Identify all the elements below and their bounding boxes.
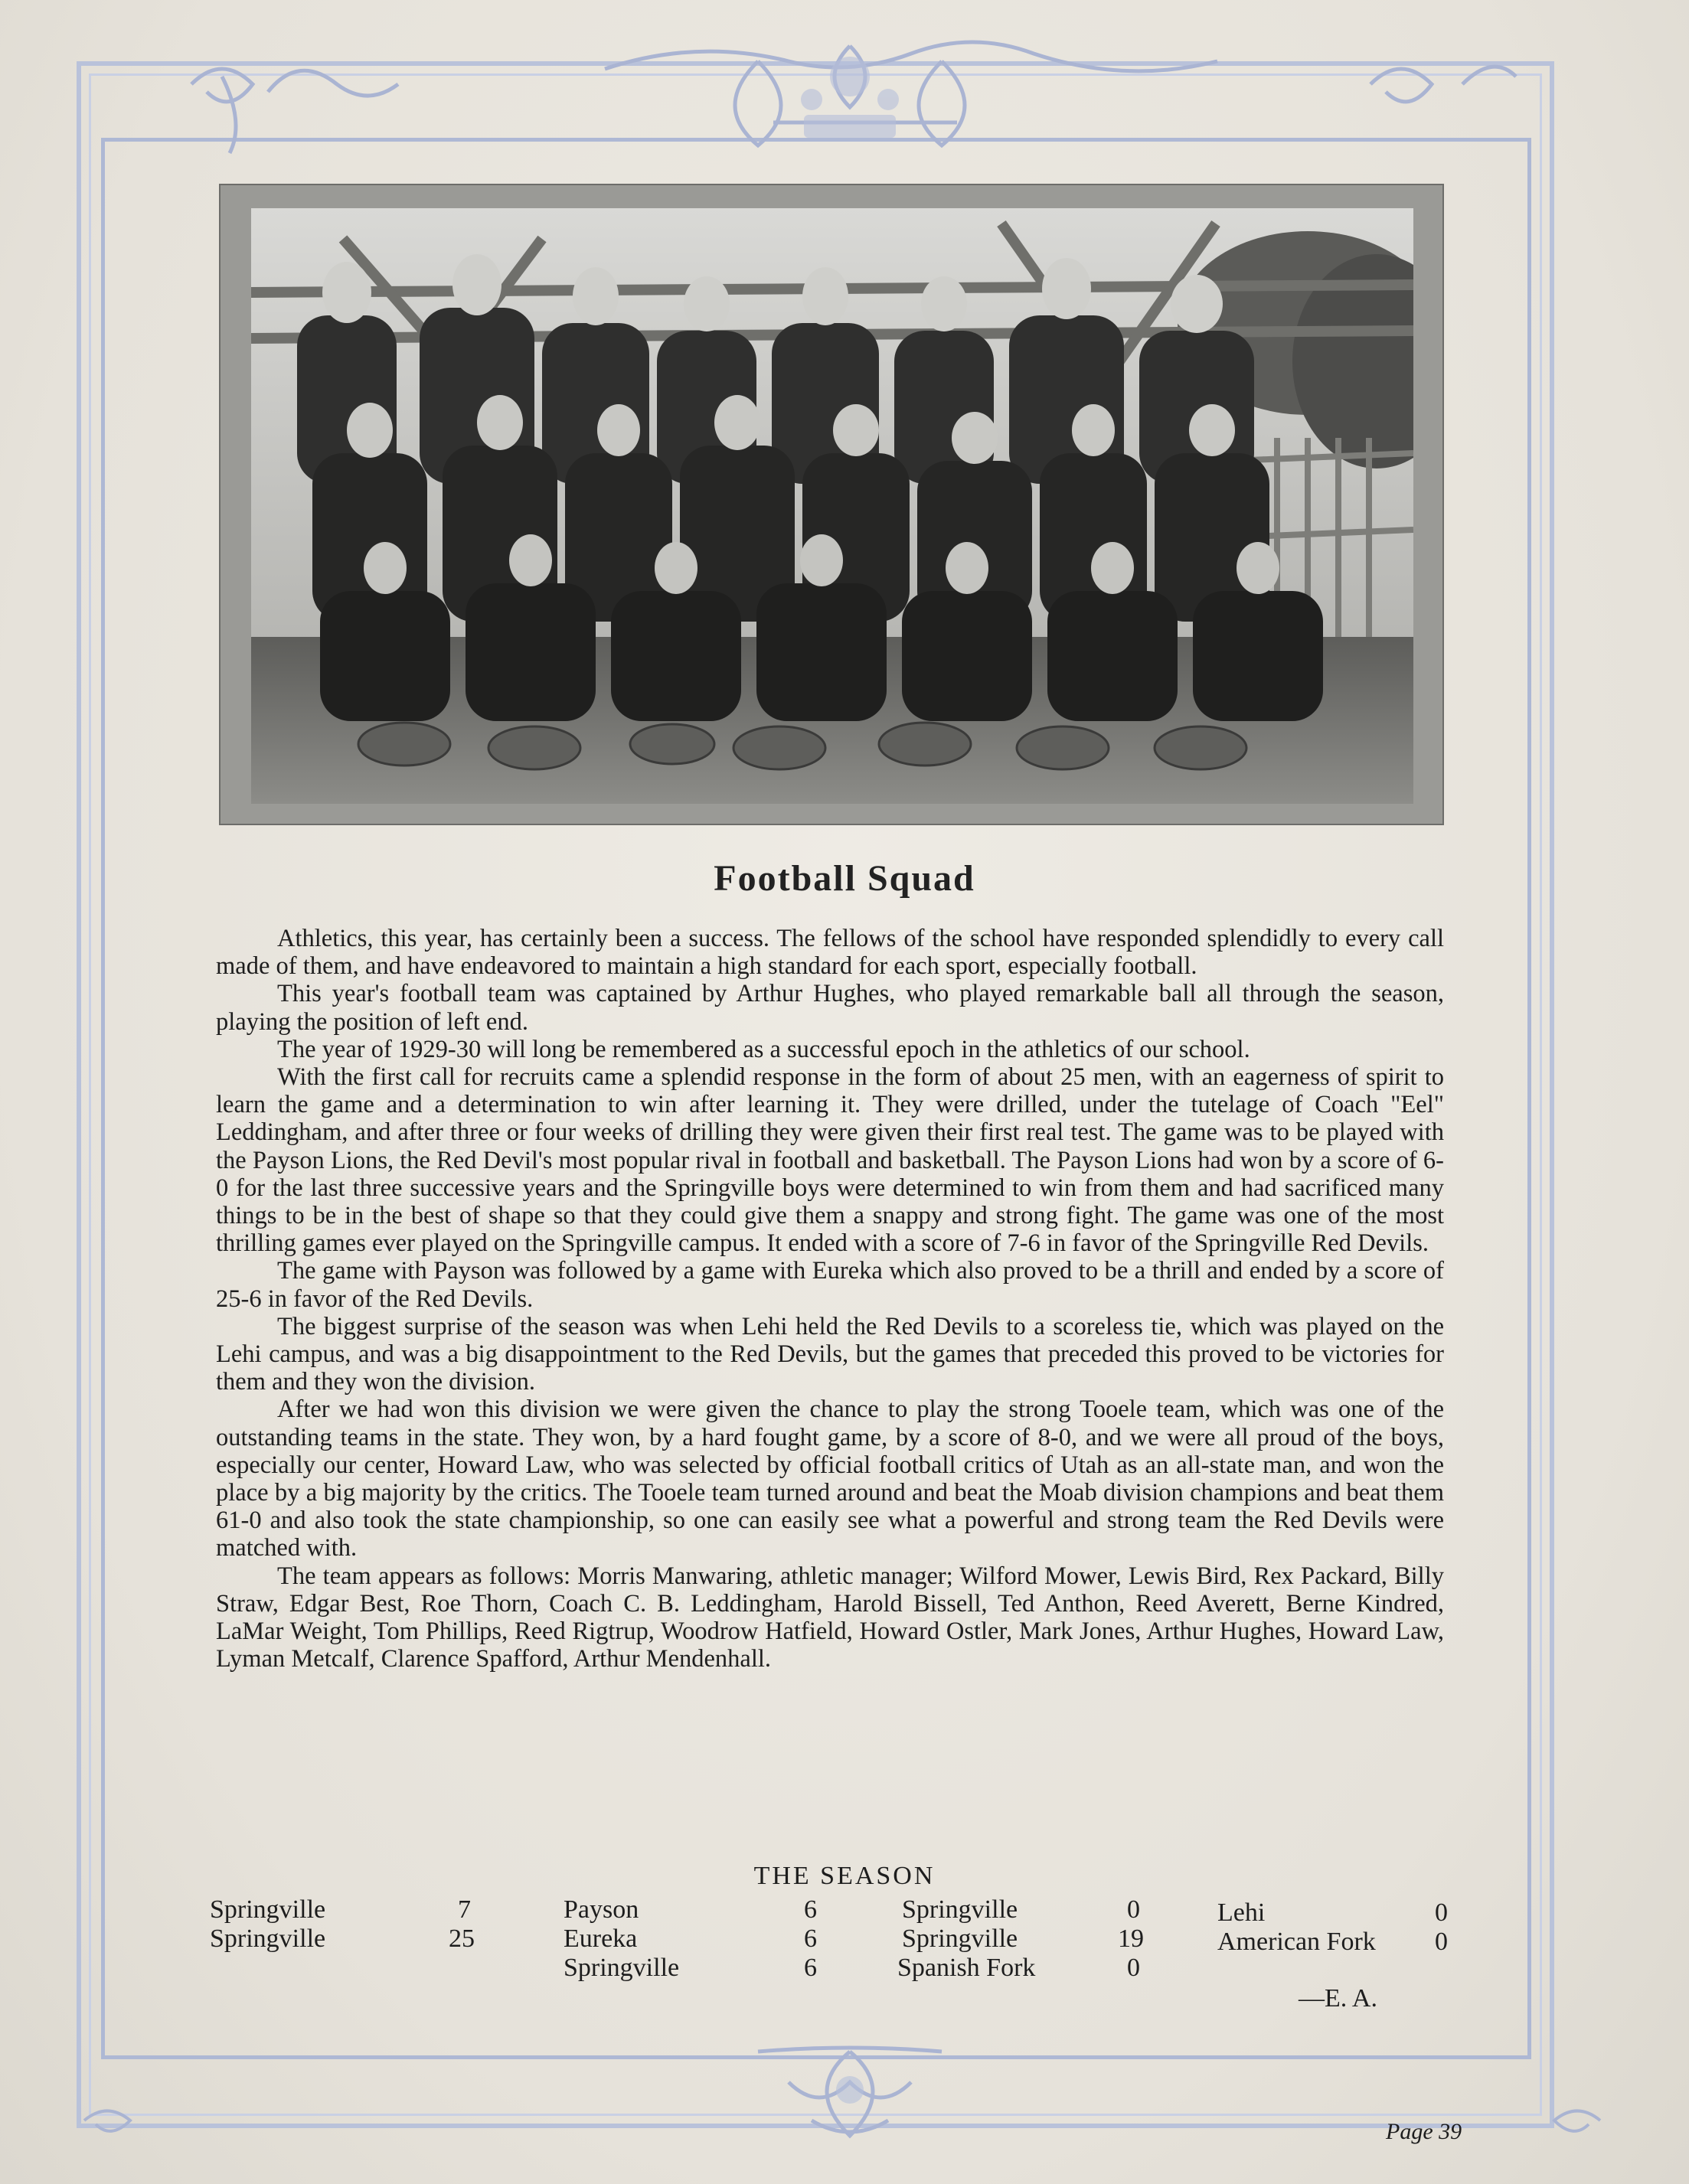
paragraph: With the first call for recruits came a splendid response in the form of about 25 men, with an eagerness of spirit to learn the game and a determination to win after learning it. They were drilled, under the tutelage of Coach "Eel" Leddingham, and after three or four weeks of drilling they were given their first real test. The game was to be played with the Payson Lions, the Red Devil's most popular rival in football and basketball. The Payson Lions had won by a score of 6-0 for the last three successive years and the Springville boys were determined to win from them and had sacrificed many things to be in the best of shape so that they could give them a snappy and strong fight. The game was one of the most thrilling games ever played on the Springville campus. It ended with a score of 7-6 in favor of the Springville Red Devils. <box>216 1063 1444 1258</box>
paragraph: The game with Payson was followed by a game with Eureka which also proved to be a thrill and ended by a score of 25-6 in favor of the Red Devils. <box>216 1257 1444 1313</box>
season-score: 25 <box>449 1924 475 1953</box>
paragraph: The team appears as follows: Morris Manwaring, athletic manager; Wilford Mower, Lewis Bird, Rex Packard, Billy Straw, Edgar Best, Roe Thorn, Coach C. B. Leddingham, Harold Bissell, Ted Anthon, Reed Averett, Berne Kindred, LaMar Weight, Tom Phillips, Reed Rigtrup, Woodrow Hatfield, Howard Ostler, Mark Jones, Arthur Hughes, Howard Law, Lyman Metcalf, Clarence Spafford, Arthur Mendenhall. <box>216 1562 1444 1673</box>
paragraph: After we had won this division we were given the chance to play the strong Tooele team, which was one of the outstanding teams in the state. They won, by a hard fought game, by a score of 8-0, and we were all proud of the boys, especially our center, Howard Law, who was selected by official football critics of Utah as an all-state man, and won the place by a big majority by the critics. The Tooele team turned around and beat the Moab division champions and beat them 61-0 and also took the state championship, so one can easily see what a powerful and strong team the Red Devils were matched with. <box>216 1396 1444 1562</box>
top-ornament <box>176 31 1524 161</box>
season-score: 6 <box>804 1895 817 1924</box>
bottom-ornament <box>735 2036 965 2143</box>
season-score: 6 <box>804 1954 817 1982</box>
season-score: 6 <box>804 1924 817 1953</box>
team-photo <box>251 208 1413 804</box>
season-score: 0 <box>1127 1954 1140 1982</box>
paragraph: The year of 1929-30 will long be remembered as a successful epoch in the athletics of our school. <box>277 1035 1250 1063</box>
paragraph: The biggest surprise of the season was when Lehi held the Red Devils to a scoreless tie, which was played on the Lehi campus, and was a big disappointment to the Red Devils, but the games that preceded this proved to be victories for them and they won the division. <box>216 1312 1444 1396</box>
team-photo-illustration <box>251 208 1413 804</box>
season-score: 7 <box>458 1895 471 1924</box>
season-team: Springville <box>210 1924 326 1953</box>
season-team: Springville <box>902 1895 1018 1924</box>
season-team: Lehi <box>1217 1898 1266 1927</box>
season-team: Springville <box>210 1895 326 1924</box>
season-team: American Fork <box>1217 1928 1376 1956</box>
bottom-left-flourish <box>77 2097 199 2143</box>
season-score: 0 <box>1127 1895 1140 1924</box>
author-signature: —E. A. <box>1299 1984 1377 2013</box>
page-number: Page 39 <box>1386 2119 1462 2144</box>
season-team: Payson <box>564 1895 639 1924</box>
season-team: Eureka <box>564 1924 638 1953</box>
season-team: Spanish Fork <box>897 1954 1036 1982</box>
article-body <box>216 925 1444 1673</box>
season-score: 0 <box>1435 1898 1448 1927</box>
season-score: 0 <box>1435 1928 1448 1956</box>
season-team: Springville <box>564 1954 680 1982</box>
season-team: Springville <box>902 1924 1018 1953</box>
paragraph: Athletics, this year, has certainly been a success. The fellows of the school have responded splendidly to every call made of them, and have endeavored to maintain a high standard for each sport, especially football. <box>216 925 1444 981</box>
season-score: 19 <box>1118 1924 1144 1953</box>
team-photo-frame <box>219 184 1444 825</box>
season-heading: THE SEASON <box>753 1862 936 1890</box>
page-title: Football Squad <box>714 858 975 899</box>
paragraph: This year's football team was captained by Arthur Hughes, who played remarkable ball all through the season, playing the position of left end. <box>216 980 1444 1036</box>
bottom-right-flourish <box>1485 2097 1608 2143</box>
